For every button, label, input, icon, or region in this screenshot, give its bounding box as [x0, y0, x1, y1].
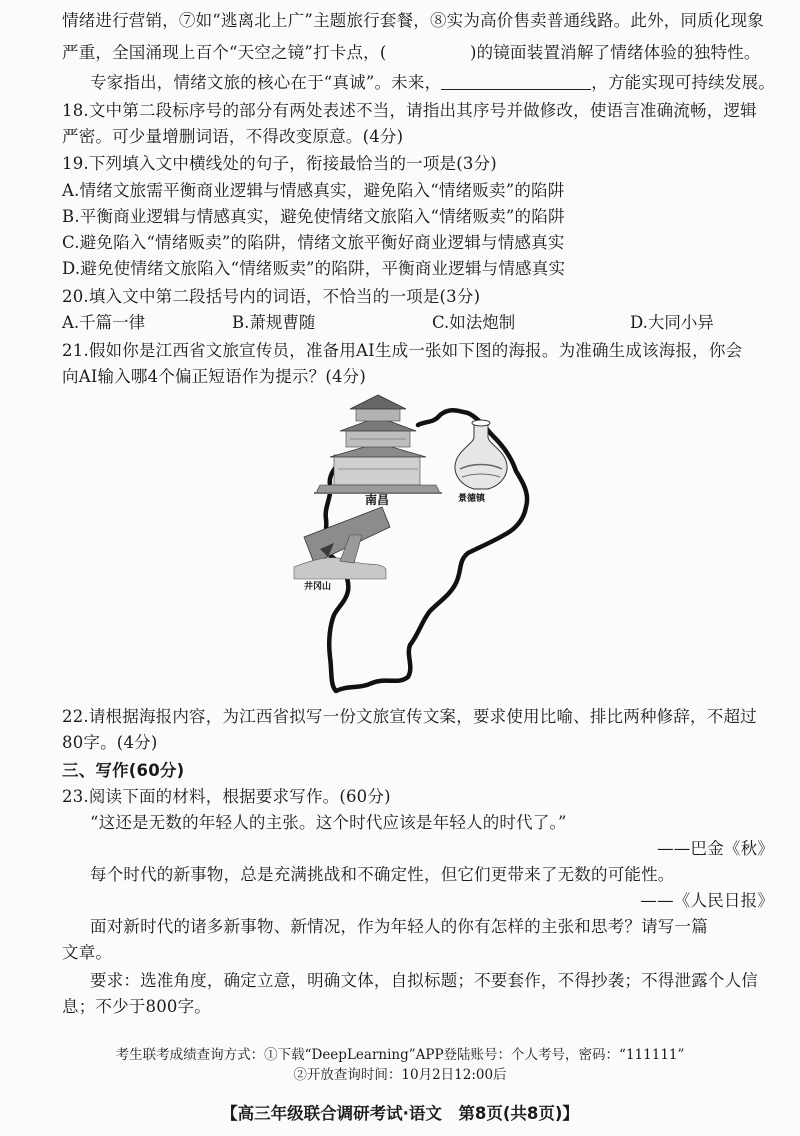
option-d: D.大同小异 — [630, 313, 714, 332]
passage-line-with-blank — [90, 72, 800, 94]
writing-requirements-cont: 息；不少于800字。 — [62, 997, 211, 1016]
quote-2-source: ——《人民日报》 — [640, 891, 774, 910]
writing-requirements: 要求：选准角度，确定立意，明确文体，自拟标题；不要套作，不得抄袭；不得泄露个人信 — [90, 971, 758, 990]
option-c: C.避免陷入“情绪贩卖”的陷阱，情绪文旅平衡好商业逻辑与情感真实 — [62, 233, 565, 252]
jiangxi-map-outline — [290, 385, 540, 695]
score-query-time: ②开放查询时间：10月2日12:00后 — [293, 1067, 507, 1083]
question-21-cont: 向AI输入哪4个偏正短语作为提示？(4分) — [62, 367, 367, 386]
writing-prompt-cont: 文章。 — [62, 943, 113, 962]
tengwang-pavilion-icon — [314, 395, 442, 493]
quote-1: “这还是无数的年轻人的主张。这个时代应该是年轻人的时代了。” — [90, 813, 567, 832]
page-footer: 【高三年级联合调研考试·语文 第8页(共8页)】 — [221, 1104, 579, 1123]
question-20: 20.填入文中第二段括号内的词语，不恰当的一项是(3分) — [62, 287, 481, 306]
jiangxi-poster-figure — [290, 385, 540, 695]
passage-line: 情绪进行营销，⑦如“逃离北上广”主题旅行套餐，⑧实为高价售卖普通线路。此外，同质化现象 — [62, 11, 764, 30]
passage-text: 专家指出，情绪文旅的核心在于“真诚”。未来， — [90, 73, 442, 92]
jinggangshan-monument-icon — [294, 507, 390, 579]
label-jinggangshan: 井冈山 — [304, 582, 332, 592]
question-22: 22.请根据海报内容，为江西省拟写一份文旅宣传文案，要求使用比喻、排比两种修辞，不超过 — [62, 707, 757, 726]
passage-line: 严重，全国涌现上百个“天空之镜”打卡点，( )的镜面装置消解了情绪体验的独特性。 — [62, 43, 761, 62]
section-heading: 三、写作(60分) — [62, 761, 185, 780]
option-b: B.平衡商业逻辑与情感真实，避免使情绪文旅陷入“情绪贩卖”的陷阱 — [62, 207, 565, 226]
score-query-note: 考生联考成绩查询方式：①下载“DeepLearning”APP登陆账号：个人考号，密码：“111111” — [115, 1047, 685, 1063]
answer-blank[interactable] — [441, 73, 591, 90]
option-d: D.避免使情绪文旅陷入“情绪贩卖”的陷阱，平衡商业逻辑与情感真实 — [62, 259, 566, 278]
porcelain-vase-icon — [455, 420, 507, 489]
question-21: 21.假如你是江西省文旅宣传员，准备用AI生成一张如下图的海报。为准确生成该海报，你会 — [62, 341, 743, 360]
option-c: C.如法炮制 — [432, 313, 516, 332]
quote-1-source: ——巴金《秋》 — [657, 839, 774, 858]
option-a: A.千篇一律 — [62, 313, 146, 332]
passage-text: ，方能实现可持续发展。 — [591, 73, 775, 92]
question-20-options — [62, 312, 762, 334]
label-nanchang: 南昌 — [365, 493, 390, 507]
quote-2: 每个时代的新事物，总是充满挑战和不确定性，但它们更带来了无数的可能性。 — [90, 865, 675, 884]
question-23: 23.阅读下面的材料，根据要求写作。(60分) — [62, 787, 391, 806]
question-19: 19.下列填入文中横线处的句子，衔接最恰当的一项是(3分) — [62, 154, 497, 173]
option-b: B.萧规曹随 — [232, 313, 316, 332]
question-18-cont: 严密。可少量增删词语，不得改变原意。(4分) — [62, 127, 404, 146]
question-22-cont: 80字。(4分) — [62, 733, 158, 752]
question-18: 18.文中第二段标序号的部分有两处表述不当，请指出其序号并做修改，使语言准确流畅，逻辑 — [62, 101, 757, 120]
writing-prompt: 面对新时代的诸多新事物、新情况，作为年轻人的你有怎样的主张和思考？请写一篇 — [90, 917, 708, 936]
label-jingdezhen: 景德镇 — [458, 494, 486, 504]
option-a: A.情绪文旅需平衡商业逻辑与情感真实，避免陷入“情绪贩卖”的陷阱 — [62, 181, 565, 200]
